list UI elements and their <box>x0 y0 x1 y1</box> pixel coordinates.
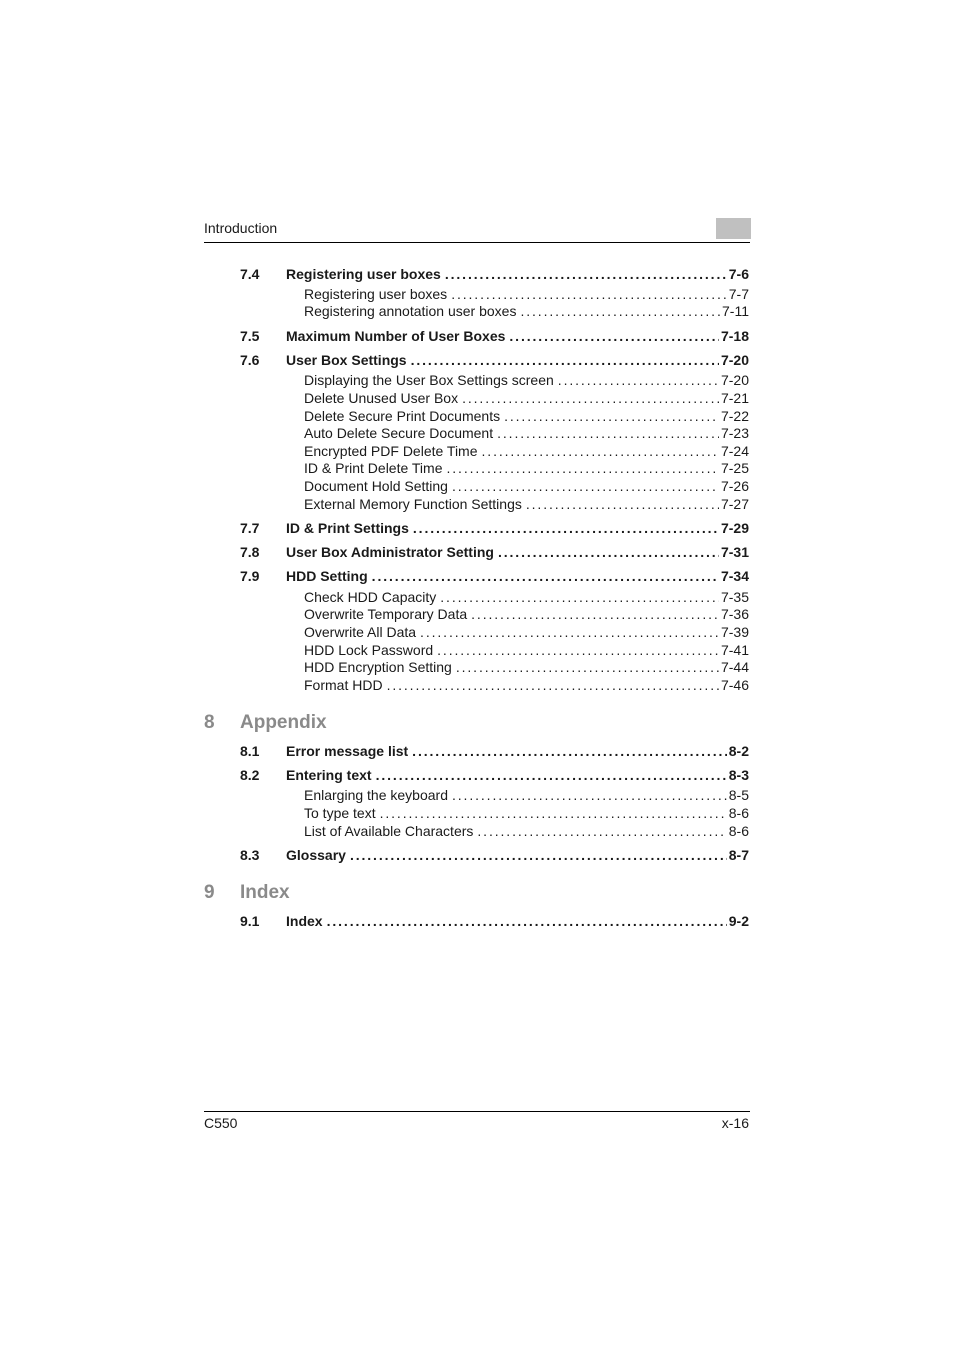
leader-dots <box>526 496 719 512</box>
toc-page: 7-7 <box>728 286 749 302</box>
toc-subentry[interactable] <box>304 443 749 459</box>
toc-page: 7-26 <box>720 478 749 494</box>
leader-dots <box>380 805 727 821</box>
toc-label: Overwrite All Data <box>304 624 417 640</box>
toc-label: Registering user boxes <box>286 266 441 282</box>
toc-page: 7-35 <box>720 589 749 605</box>
leader-dots <box>482 443 719 459</box>
toc-label: Format HDD <box>304 677 383 693</box>
toc-page: 8-7 <box>728 847 749 863</box>
leader-dots <box>372 568 719 584</box>
leader-dots <box>420 624 719 640</box>
leader-dots <box>520 303 720 319</box>
toc-page: 8-5 <box>728 787 749 803</box>
toc-label: HDD Setting <box>286 568 368 584</box>
toc-entry-8-3[interactable] <box>240 847 749 863</box>
leader-dots <box>456 659 719 675</box>
toc-label: Delete Unused User Box <box>304 390 459 406</box>
toc-entry-8-1[interactable] <box>240 743 749 759</box>
header-rule <box>204 242 750 243</box>
footer-rule <box>204 1111 750 1112</box>
toc-number: 8.2 <box>240 767 260 783</box>
toc-label: Document Hold Setting <box>304 478 448 494</box>
toc-page: 7-20 <box>720 352 749 368</box>
toc-subentry[interactable] <box>304 805 749 821</box>
toc-subentry[interactable] <box>304 390 749 406</box>
leader-dots <box>451 286 727 302</box>
leader-dots <box>411 352 719 368</box>
toc-entry-7-7[interactable] <box>240 520 749 536</box>
leader-dots <box>452 787 727 803</box>
toc-entry-9-1[interactable] <box>240 913 749 929</box>
toc-subentry[interactable] <box>304 659 749 675</box>
toc-entry-7-8[interactable] <box>240 544 749 560</box>
leader-dots <box>558 372 719 388</box>
toc-page: 7-29 <box>720 520 749 536</box>
chapter-title: Index <box>240 882 290 903</box>
toc-label: Index <box>286 913 323 929</box>
toc-subentry[interactable] <box>304 372 749 388</box>
toc-label: ID & Print Delete Time <box>304 460 443 476</box>
footer-page-number: x-16 <box>721 1115 749 1131</box>
leader-dots <box>477 823 726 839</box>
toc-page: 7-22 <box>720 408 749 424</box>
leader-dots <box>445 266 727 282</box>
toc-label: Delete Secure Print Documents <box>304 408 501 424</box>
leader-dots <box>452 478 719 494</box>
toc-page: 7-27 <box>720 496 749 512</box>
toc-entry-7-5[interactable] <box>240 328 749 344</box>
toc-page: 7-41 <box>720 642 749 658</box>
toc-subentry[interactable] <box>304 642 749 658</box>
toc-subentry[interactable] <box>304 303 749 319</box>
chapter-heading-appendix[interactable] <box>204 712 327 734</box>
leader-dots <box>447 460 719 476</box>
toc-number: 7.6 <box>240 352 260 368</box>
toc-number: 8.1 <box>240 743 260 759</box>
chapter-number: 8 <box>204 712 215 733</box>
toc-subentry[interactable] <box>304 677 749 693</box>
chapter-number: 9 <box>204 882 215 903</box>
toc-page: 7-34 <box>720 568 749 584</box>
toc-subentry[interactable] <box>304 823 749 839</box>
leader-dots <box>471 606 719 622</box>
leader-dots <box>350 847 727 863</box>
toc-page: 7-24 <box>720 443 749 459</box>
toc-label: Check HDD Capacity <box>304 589 437 605</box>
leader-dots <box>376 767 727 783</box>
toc-entry-7-9[interactable] <box>240 568 749 584</box>
toc-label: Encrypted PDF Delete Time <box>304 443 478 459</box>
toc-page: 8-6 <box>728 805 749 821</box>
toc-subentry[interactable] <box>304 286 749 302</box>
toc-page: 7-23 <box>720 425 749 441</box>
toc-label: Entering text <box>286 767 372 783</box>
leader-dots <box>504 408 719 424</box>
toc-subentry[interactable] <box>304 496 749 512</box>
chapter-heading-index[interactable] <box>204 882 290 904</box>
toc-entry-8-2[interactable] <box>240 767 749 783</box>
toc-subentry[interactable] <box>304 624 749 640</box>
toc-page: 7-36 <box>720 606 749 622</box>
toc-page: 8-6 <box>728 823 749 839</box>
leader-dots <box>497 425 719 441</box>
toc-page: 7-18 <box>720 328 749 344</box>
toc-number: 9.1 <box>240 913 260 929</box>
leader-dots <box>327 913 727 929</box>
toc-label: Registering annotation user boxes <box>304 303 517 319</box>
toc-page: 8-3 <box>728 767 749 783</box>
toc-page: 7-46 <box>720 677 749 693</box>
toc-number: 7.7 <box>240 520 260 536</box>
toc-subentry[interactable] <box>304 589 749 605</box>
header-tab-marker <box>716 218 751 239</box>
toc-subentry[interactable] <box>304 478 749 494</box>
toc-number: 7.8 <box>240 544 260 560</box>
toc-entry-7-6[interactable] <box>240 352 749 368</box>
toc-label: List of Available Characters <box>304 823 474 839</box>
toc-page: 7-21 <box>720 390 749 406</box>
toc-entry-7-4[interactable] <box>240 266 749 282</box>
toc-label: Maximum Number of User Boxes <box>286 328 506 344</box>
leader-dots <box>462 390 719 406</box>
toc-page: 7-20 <box>720 372 749 388</box>
toc-label: Registering user boxes <box>304 286 448 302</box>
toc-page: 7-25 <box>720 460 749 476</box>
toc-subentry[interactable] <box>304 460 749 476</box>
toc-label: User Box Settings <box>286 352 407 368</box>
toc-label: Overwrite Temporary Data <box>304 606 468 622</box>
toc-subentry[interactable] <box>304 425 749 441</box>
toc-label: Displaying the User Box Settings screen <box>304 372 554 388</box>
toc-page: 7-44 <box>720 659 749 675</box>
leader-dots <box>437 642 719 658</box>
toc-number: 8.3 <box>240 847 260 863</box>
toc-label: HDD Encryption Setting <box>304 659 452 675</box>
toc-label: To type text <box>304 805 376 821</box>
toc-label: ID & Print Settings <box>286 520 409 536</box>
toc-label: Enlarging the keyboard <box>304 787 448 803</box>
footer-model: C550 <box>204 1115 238 1131</box>
toc-page: 7-39 <box>720 624 749 640</box>
toc-label: External Memory Function Settings <box>304 496 522 512</box>
toc-number: 7.5 <box>240 328 260 344</box>
toc-number: 7.9 <box>240 568 260 584</box>
leader-dots <box>412 743 727 759</box>
chapter-title: Appendix <box>240 712 327 733</box>
toc-subentry[interactable] <box>304 606 749 622</box>
toc-label: Glossary <box>286 847 346 863</box>
leader-dots <box>509 328 719 344</box>
toc-page: 9-2 <box>728 913 749 929</box>
toc-page: 7-11 <box>722 303 749 319</box>
toc-label: Error message list <box>286 743 409 759</box>
toc-page: 7-6 <box>728 266 749 282</box>
toc-label: User Box Administrator Setting <box>286 544 494 560</box>
leader-dots <box>387 677 719 693</box>
toc-subentry[interactable] <box>304 787 749 803</box>
toc-subentry[interactable] <box>304 408 749 424</box>
leader-dots <box>440 589 719 605</box>
toc-label: HDD Lock Password <box>304 642 434 658</box>
toc-number: 7.4 <box>240 266 260 282</box>
leader-dots <box>498 544 719 560</box>
toc-page: 8-2 <box>728 743 749 759</box>
toc-page: 7-31 <box>720 544 749 560</box>
running-header-title: Introduction <box>204 220 278 236</box>
toc-label: Auto Delete Secure Document <box>304 425 494 441</box>
leader-dots <box>413 520 719 536</box>
